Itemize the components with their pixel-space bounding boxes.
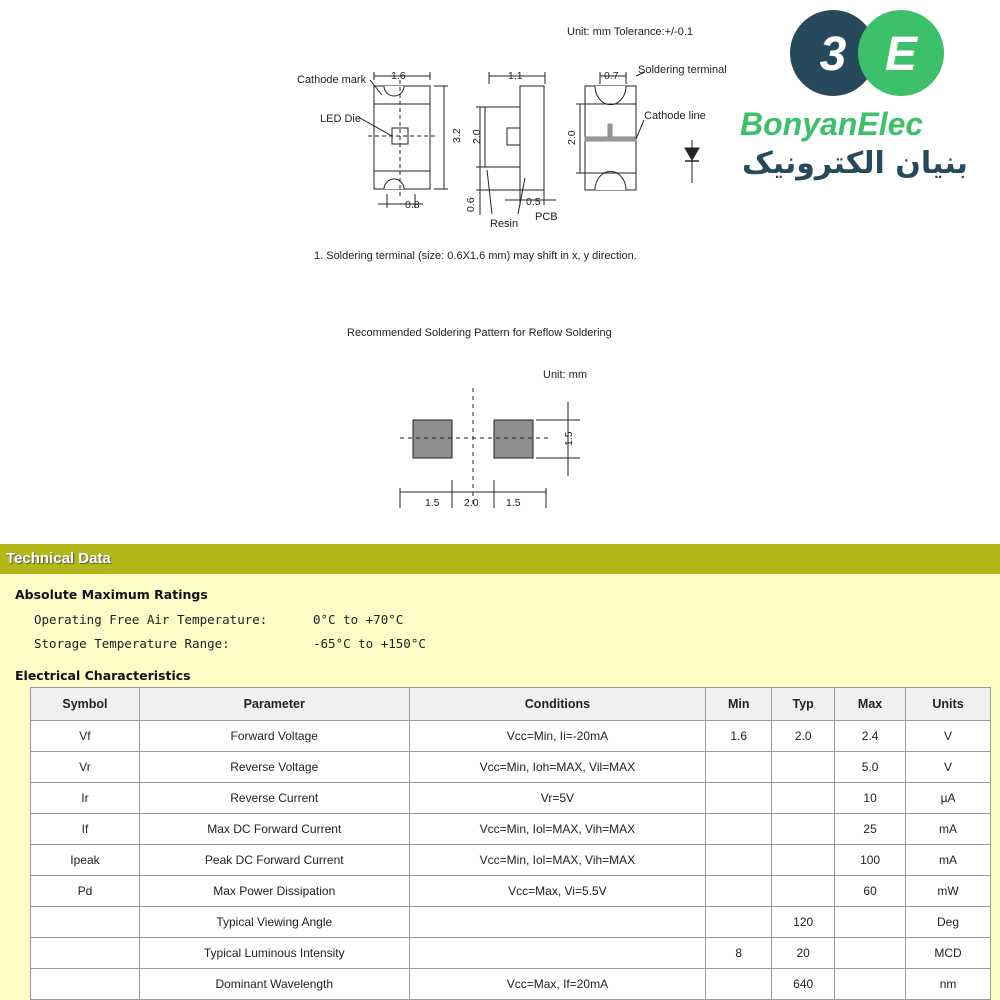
side-view (476, 72, 556, 215)
package-drawing (0, 0, 740, 270)
rating-value: 0°C to +70°C (313, 612, 404, 627)
table-cell-typ: 640 (772, 969, 835, 1000)
table-cell-min: 1.6 (706, 721, 772, 752)
column-header: Units (906, 688, 991, 721)
column-header: Parameter (139, 688, 409, 721)
table-body (31, 721, 991, 1000)
table-cell-parameter: Reverse Current (139, 783, 409, 814)
table-cell-parameter: Typical Viewing Angle (139, 907, 409, 938)
table-cell-symbol (31, 907, 140, 938)
table-cell-max (835, 907, 906, 938)
solder-pad-left (413, 420, 452, 458)
table-cell-parameter: Dominant Wavelength (139, 969, 409, 1000)
dim-pad-width-right: 1.5 (506, 497, 521, 509)
table-row (31, 876, 991, 907)
dim-pad-width-left: 1.5 (425, 497, 440, 509)
table-cell-typ: 2.0 (772, 721, 835, 752)
table-row (31, 721, 991, 752)
rating-value: -65°C to +150°C (313, 636, 426, 651)
bonyanelec-logo (740, 8, 995, 188)
table-cell-typ (772, 814, 835, 845)
rating-label: Operating Free Air Temperature: (34, 612, 268, 627)
soldering-pattern (300, 310, 1000, 570)
dim-length: 3.2 (451, 128, 463, 143)
table-cell-conditions (409, 938, 706, 969)
table-row (31, 845, 991, 876)
rating-label: Storage Temperature Range: (34, 636, 230, 651)
table-cell-units: MCD (906, 938, 991, 969)
column-header: Typ (772, 688, 835, 721)
table-cell-min: 8 (706, 938, 772, 969)
table-cell-units: Deg (906, 907, 991, 938)
table-cell-typ (772, 783, 835, 814)
top-view (360, 72, 448, 208)
table-cell-symbol: Ipeak (31, 845, 140, 876)
table-cell-units: V (906, 721, 991, 752)
led-die-label: LED Die (320, 113, 361, 125)
table-row (31, 907, 991, 938)
dim-right-height: 2.0 (566, 130, 578, 145)
cathode-mark-label: Cathode mark (297, 74, 367, 86)
svg-text:E: E (884, 28, 918, 81)
resin-label: Resin (490, 218, 519, 230)
column-header: Symbol (31, 688, 140, 721)
pattern-title: Recommended Soldering Pattern for Reflow Soldering (347, 327, 612, 339)
table-cell-typ: 20 (772, 938, 835, 969)
table-cell-symbol: Pd (31, 876, 140, 907)
table-cell-units: nm (906, 969, 991, 1000)
table-cell-symbol: Ir (31, 783, 140, 814)
electrical-characteristics-title: Electrical Characteristics (15, 668, 191, 683)
table-cell-parameter: Max Power Dissipation (139, 876, 409, 907)
table-cell-min (706, 752, 772, 783)
table-row (31, 752, 991, 783)
table-cell-parameter: Reverse Voltage (139, 752, 409, 783)
table-cell-typ (772, 876, 835, 907)
solder-pad-right (494, 420, 533, 458)
table-cell-conditions: Vcc=Min, Iol=MAX, Vih=MAX (409, 845, 706, 876)
column-header: Max (835, 688, 906, 721)
table-cell-min (706, 783, 772, 814)
table-row (31, 969, 991, 1000)
table-cell-max: 2.4 (835, 721, 906, 752)
table-cell-conditions: Vcc=Min, Iol=MAX, Vih=MAX (409, 814, 706, 845)
table-cell-conditions: Vcc=Max, If=20mA (409, 969, 706, 1000)
column-header: Min (706, 688, 772, 721)
pattern-unit: Unit: mm (543, 369, 587, 381)
table-cell-parameter: Typical Luminous Intensity (139, 938, 409, 969)
table-row (31, 783, 991, 814)
electrical-characteristics-table (30, 687, 991, 1000)
table-cell-units: mA (906, 814, 991, 845)
be-logo-mark-icon (788, 8, 948, 98)
table-cell-parameter: Forward Voltage (139, 721, 409, 752)
dim-side-width: 1.1 (508, 70, 523, 82)
table-cell-symbol: Vf (31, 721, 140, 752)
table-cell-units: mA (906, 845, 991, 876)
dim-gap: 2.0 (464, 497, 479, 509)
logo-persian-text: بنیان الکترونیک (742, 146, 968, 181)
table-cell-max: 25 (835, 814, 906, 845)
table-cell-min (706, 907, 772, 938)
dim-side-offset: 0.5 (526, 196, 541, 208)
table-cell-symbol (31, 938, 140, 969)
table-cell-typ (772, 752, 835, 783)
table-cell-max: 10 (835, 783, 906, 814)
logo-english-text: BonyanElec (740, 106, 924, 142)
dim-right-width: 0.7 (604, 70, 619, 82)
table-cell-max: 5.0 (835, 752, 906, 783)
dim-pad-height: 1.5 (563, 431, 575, 446)
dim-top-width: 1.6 (391, 70, 406, 82)
table-cell-conditions (409, 907, 706, 938)
abs-max-ratings-title: Absolute Maximum Ratings (15, 587, 208, 602)
table-cell-min (706, 845, 772, 876)
table-cell-units: V (906, 752, 991, 783)
cathode-line-label: Cathode line (644, 110, 706, 122)
table-cell-max (835, 969, 906, 1000)
dim-side-height: 2.0 (471, 129, 483, 144)
table-cell-min (706, 969, 772, 1000)
table-cell-typ: 120 (772, 907, 835, 938)
table-cell-max: 60 (835, 876, 906, 907)
table-cell-conditions: Vcc=Min, Ioh=MAX, Vil=MAX (409, 752, 706, 783)
technical-data-header: Technical Data (0, 544, 1000, 574)
soldering-terminal-label: Soldering terminal (638, 64, 727, 76)
table-cell-max (835, 938, 906, 969)
dim-side-pcb: 0.6 (465, 197, 477, 212)
svg-text:3: 3 (819, 28, 847, 81)
bottom-view (576, 72, 699, 190)
table-cell-conditions: Vcc=Min, Ii=-20mA (409, 721, 706, 752)
column-header: Conditions (409, 688, 706, 721)
table-cell-max: 100 (835, 845, 906, 876)
table-cell-min (706, 814, 772, 845)
table-cell-typ (772, 845, 835, 876)
table-cell-min (706, 876, 772, 907)
table-row (31, 938, 991, 969)
table-cell-parameter: Max DC Forward Current (139, 814, 409, 845)
table-cell-symbol: Vr (31, 752, 140, 783)
table-cell-units: µA (906, 783, 991, 814)
table-cell-conditions: Vcc=Max, Vi=5.5V (409, 876, 706, 907)
table-cell-parameter: Peak DC Forward Current (139, 845, 409, 876)
table-row (31, 814, 991, 845)
table-cell-units: mW (906, 876, 991, 907)
technical-data-section (0, 544, 1000, 1000)
dim-bottom-width: 0.8 (405, 199, 420, 211)
drawing-note: 1. Soldering terminal (size: 0.6X1.6 mm) may shift in x, y direction. (314, 250, 637, 262)
table-cell-conditions: Vr=5V (409, 783, 706, 814)
unit-tolerance-note: Unit: mm Tolerance:+/-0.1 (567, 26, 694, 38)
pcb-label: PCB (535, 211, 558, 223)
table-header-row (31, 688, 991, 721)
table-cell-symbol: If (31, 814, 140, 845)
table-cell-symbol (31, 969, 140, 1000)
